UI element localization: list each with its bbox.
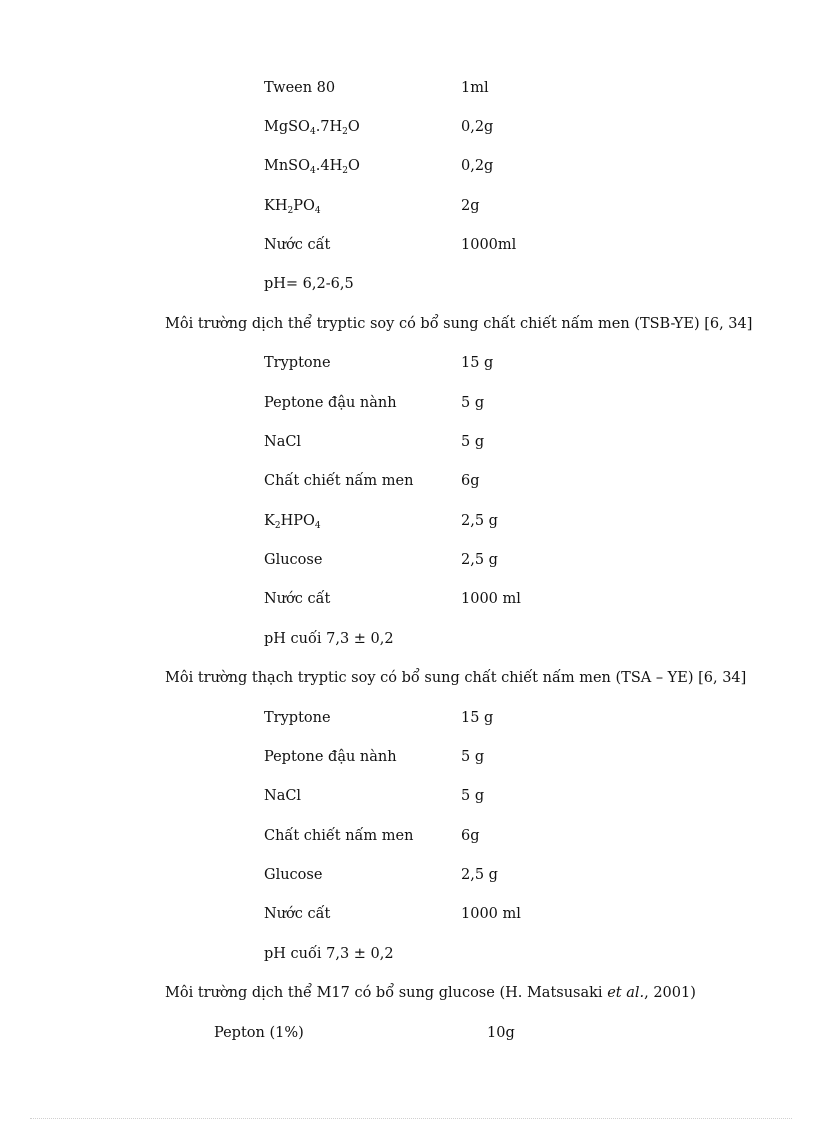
ph-value: pH cuối 7,3 ± 0,2 [264,946,394,962]
ingredient-amount: 1000 ml [461,591,521,607]
ingredient-amount: 2,5 g [461,867,498,883]
ingredient-amount: 6g [461,828,480,844]
ingredient-name: NaCl [264,788,302,804]
ph-value: pH= 6,2-6,5 [264,276,354,292]
ingredient-amount: 6g [461,473,480,489]
ingredient-amount: 0,2g [461,158,494,174]
ingredient-amount: 2,5 g [461,552,498,568]
ingredient-name: $K_2HPO_4$ [264,513,321,531]
ingredient-name: Tryptone [264,710,331,726]
ingredient-name: Nước cất [264,906,331,922]
ingredient-name: $MgSO_4.7H_2O$ [264,119,360,137]
ingredient-amount: 5 g [461,788,485,804]
ingredient-name: Pepton (1%) [214,1025,304,1041]
ingredient-amount: 5 g [461,749,485,765]
ingredient-amount: 15 g [461,710,494,726]
ingredient-amount: 2g [461,198,480,214]
ingredient-amount: 10g [487,1025,515,1041]
ingredient-name: $KH_2PO_4$ [264,198,321,216]
ingredient-name: Peptone đậu nành [264,395,397,411]
section-heading: Môi trường dịch thể tryptic soy có bổ sung chất chiết nấm men (TSB-YE) [6, 34] [165,316,753,332]
ingredient-name: Nước cất [264,591,331,607]
ingredient-name: Chất chiết nấm men [264,828,414,844]
ingredient-amount: 1000ml [461,237,517,253]
ingredient-name: Tween 80 [264,80,336,96]
ingredient-name: $MnSO_4.4H_2O$ [264,158,360,176]
ingredient-name: Peptone đậu nành [264,749,397,765]
ingredient-name: Tryptone [264,355,331,371]
ingredient-name: Glucose [264,867,323,883]
ingredient-amount: 1000 ml [461,906,521,922]
ingredient-amount: 2,5 g [461,513,498,529]
ingredient-name: NaCl [264,434,302,450]
section-heading: Môi trường thạch tryptic soy có bổ sung chất chiết nấm men (TSA – YE) [6, 34] [165,670,747,686]
ingredient-amount: 1ml [461,80,489,96]
ingredient-amount: 0,2g [461,119,494,135]
ingredient-amount: 15 g [461,355,494,371]
ph-value: pH cuối 7,3 ± 0,2 [264,631,394,647]
ingredient-amount: 5 g [461,434,485,450]
section-heading: Môi trường dịch thể M17 có bổ sung glucose (H. Matsusaki et al., 2001) [165,985,696,1001]
page-bottom-divider [30,1118,792,1119]
ingredient-amount: 5 g [461,395,485,411]
ingredient-name: Chất chiết nấm men [264,473,414,489]
ingredient-name: Glucose [264,552,323,568]
ingredient-name: Nước cất [264,237,331,253]
